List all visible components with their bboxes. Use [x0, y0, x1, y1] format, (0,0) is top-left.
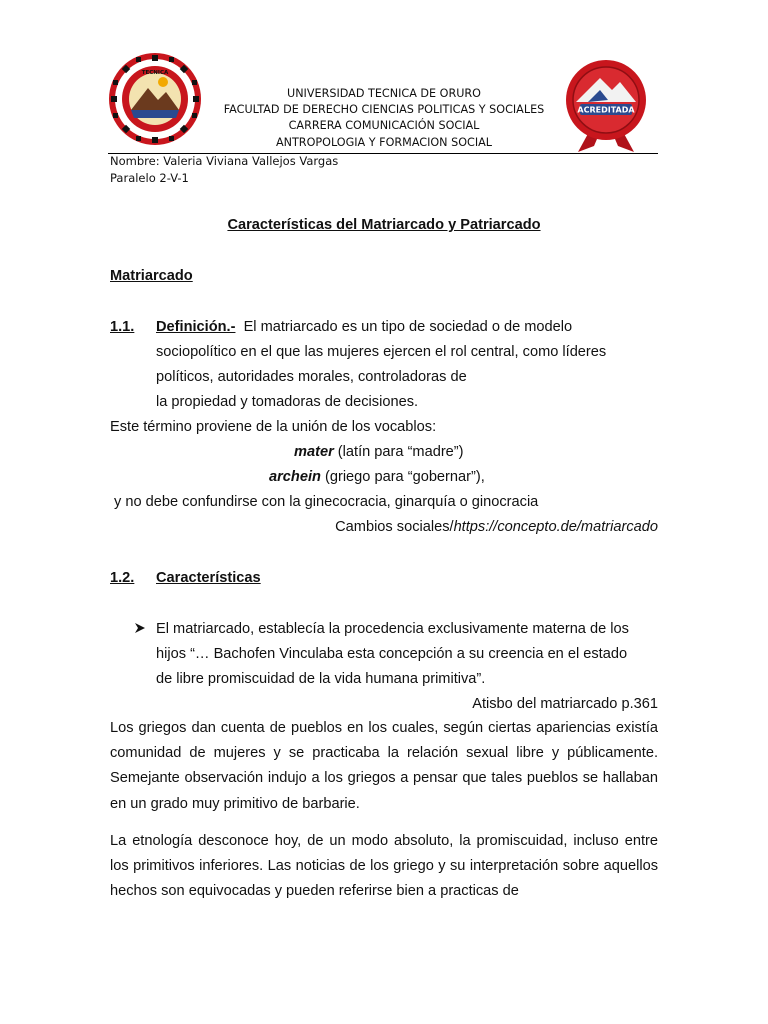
section-number-1-2: 1.2.	[110, 570, 135, 586]
term-intro: Este término proviene de la unión de los vocablos:	[110, 419, 437, 435]
definition-text-1: El matriarcado es un tipo de sociedad o de modelo	[243, 319, 573, 335]
student-parallel: Paralelo 2-V-1	[110, 171, 189, 185]
source-1-link[interactable]: https://concepto.de/matriarcado	[453, 519, 658, 535]
paragraph-etnologia: La etnología desconoce hoy, de un modo absoluto, la promiscuidad, incluso entre los primitivos inferiores. Las noticias de los griego y su interpretación sobre aquellos hechos son equivocadas y pueden referirse bien a practicas de	[110, 833, 658, 900]
bullet-line-2: hijos “… Bachofen Vinculaba esta concepción a su creencia en el estado	[156, 646, 628, 662]
term-archein	[269, 468, 485, 486]
seal-right-label: ACREDITADA	[577, 105, 635, 115]
section-heading-caracteristicas: Características	[156, 570, 261, 586]
header-faculty: FACULTAD DE DERECHO CIENCIAS POLITICAS Y SOCIALES	[223, 103, 545, 117]
term-archein-gloss: (griego para “gobernar”),	[320, 469, 485, 485]
bullet-line-1: El matriarcado, establecía la procedencia exclusivamente materna de los	[156, 621, 629, 637]
student-name: Nombre: Valeria Viviana Vallejos Vargas	[110, 154, 339, 168]
definition-line-3: políticos, autoridades morales, controladoras de	[156, 369, 467, 385]
term-mater	[294, 443, 464, 461]
term-archein-word: archein	[269, 469, 321, 485]
bullet-line-3: de libre promiscuidad de la vida humana primitiva”.	[156, 671, 486, 687]
accreditation-seal-logo	[560, 60, 652, 152]
definition-line-4: la propiedad y tomadoras de decisiones.	[156, 394, 419, 410]
header-subject: ANTROPOLOGIA Y FORMACION SOCIAL	[275, 135, 493, 149]
section-number-1-1: 1.1.	[110, 319, 135, 335]
document-title: Características del Matriarcado y Patriarcado	[227, 217, 541, 233]
university-seal-logo	[108, 52, 202, 146]
source-citation-2: Atisbo del matriarcado p.361	[472, 696, 658, 712]
definition-label: Definición.-	[156, 319, 236, 335]
section-heading-matriarcado: Matriarcado	[110, 268, 193, 284]
term-after: y no debe confundirse con la ginecocracia, ginarquía o ginocracia	[114, 494, 539, 510]
seal-left-label: TECNICA	[141, 70, 169, 76]
definition-line-1	[156, 318, 572, 336]
term-mater-word: mater	[294, 444, 334, 460]
header-university: UNIVERSIDAD TECNICA DE ORURO	[287, 87, 481, 100]
source-citation-1	[110, 518, 658, 536]
source-1-plain: Cambios sociales/	[335, 519, 454, 535]
term-mater-gloss: (latín para “madre”)	[333, 444, 464, 460]
bullet-arrow-icon	[134, 622, 146, 634]
definition-line-2: sociopolítico en el que las mujeres ejercen el rol central, como líderes	[156, 344, 607, 360]
paragraph-griegos: Los griegos dan cuenta de pueblos en los cuales, según ciertas apariencias existía comunidad de mujeres y se practicaba la relación sexual libre y públicamente. Semejante observación indujo a los griegos a pensar que tales pueblos se hallaban en un grado muy primitivo de barbarie.	[110, 720, 658, 812]
header-career: CARRERA COMUNICACIÓN SOCIAL	[288, 119, 480, 133]
header-block	[200, 86, 568, 151]
